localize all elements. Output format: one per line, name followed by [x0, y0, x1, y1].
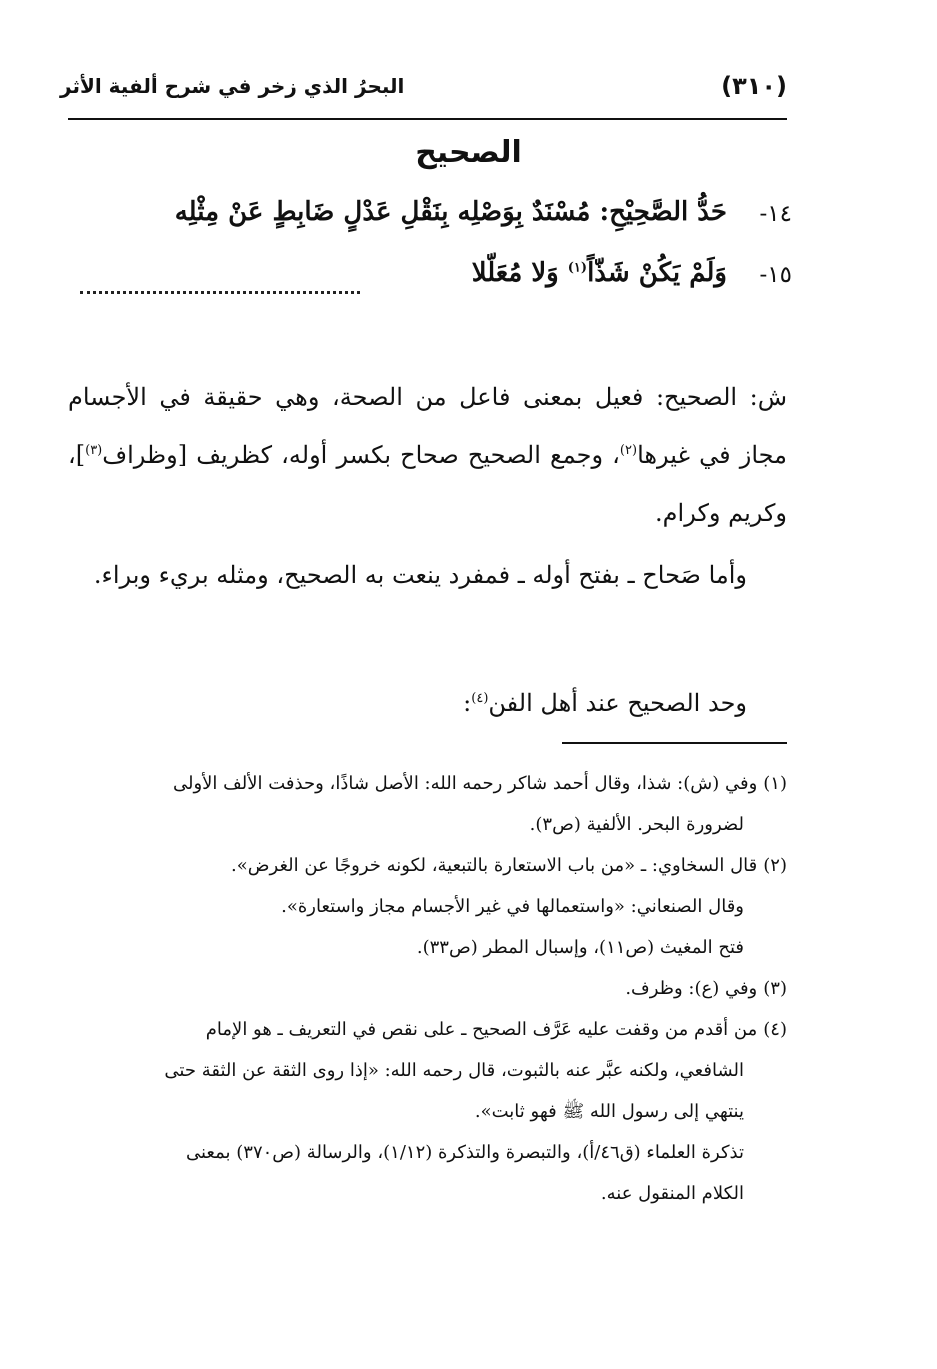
footnote-1: [68, 763, 787, 845]
paragraph-text: ]، وكريم وكرام.: [68, 441, 787, 527]
footnote-text: قال السخاوي: ـ «من باب الاستعارة بالتبعية، لكونه خروجًا عن الغرض».: [231, 855, 758, 876]
verse-14: [68, 197, 792, 247]
header-rule: [68, 118, 787, 120]
footnote-marker: (١): [763, 773, 787, 794]
paragraph-text: ، وجمع الصحيح صحاح بكسر أوله، كظريف [وظراف: [102, 441, 620, 469]
footnote-ref[interactable]: (٣): [85, 443, 103, 458]
footnotes-section: [68, 763, 787, 1214]
chapter-title: الصحيح: [415, 135, 522, 170]
footnote-line: الشافعي، ولكنه عبَّر عنه بالثبوت، قال رحمه الله: «إذا روى الثقة عن الثقة حتى: [164, 1060, 744, 1081]
footnote-marker: (٢): [763, 855, 787, 876]
footnote-2: [68, 845, 787, 968]
footnote-text: وفي (ش): شذا، وقال أحمد شاكر رحمه الله: الأصل شاذًا، وحذفت الألف الأولى: [172, 773, 758, 794]
verse-text: [472, 258, 727, 288]
verse-15: [68, 258, 792, 308]
footnote-marker: (٤): [763, 1019, 787, 1040]
paragraph-text: :: [463, 689, 472, 717]
commentary-paragraph: وأما صَحاح ـ بفتح أوله ـ فمفرد ينعت به الصحيح، ومثله بريء وبراء.: [93, 561, 747, 589]
footnote-3: [68, 968, 787, 1009]
running-header: [60, 72, 787, 112]
commentary-paragraph: [68, 368, 787, 542]
footnote-line: [68, 845, 787, 886]
footnote-line: فتح المغيث (ص١١)، وإسبال المطر (ص٣٣).: [416, 937, 744, 958]
verse-number: ١٤-: [759, 201, 792, 227]
dotted-filler-line: [80, 291, 360, 294]
verse-text: حَدُّ الصَّحِيْحِ: مُسْنَدٌ بِوَصْلِه بِنَقْلِ عَدْلٍ ضَابِطٍ عَنْ مِثْلِه: [174, 197, 727, 227]
page-number: (٣١٠): [721, 72, 787, 100]
footnote-ref[interactable]: (٤): [471, 691, 489, 706]
footnote-text: وفي (ع): وظرف.: [625, 978, 758, 999]
footnote-text: من أقدم من وقفت عليه عَرَّف الصحيح ـ على نقص في التعريف ـ هو الإمام: [205, 1019, 758, 1040]
footnote-4: [68, 1009, 787, 1214]
verse-number: ١٥-: [759, 262, 792, 288]
footnote-line: وقال الصنعاني: «واستعمالها في غير الأجسام مجاز واستعارة».: [281, 896, 744, 917]
footnote-marker: (٣): [763, 978, 787, 999]
footnote-line: لضرورة البحر. الألفية (ص٣).: [529, 814, 744, 835]
footnote-line: [68, 763, 787, 804]
book-title: البحرُ الذي زخر في شرح ألفية الأثر: [60, 74, 405, 98]
footnote-separator: [562, 742, 787, 744]
commentary-paragraph: [68, 674, 787, 732]
paragraph-text: ش: الصحيح: فعيل بمعنى فاعل من الصحة، وهي حقيقة في الأجسام مجاز في غيرها: [68, 383, 788, 469]
verse-text-part: وَلا مُعَلّلا: [471, 258, 568, 288]
footnote-line: [68, 968, 787, 1009]
paragraph-text: وحد الصحيح عند أهل الفن: [488, 689, 747, 717]
footnote-line: ينتهي إلى رسول الله ﷺ فهو ثابت».: [474, 1101, 744, 1122]
footnote-line: [68, 1009, 787, 1050]
footnote-ref[interactable]: (٢): [619, 443, 638, 458]
verse-text-part: وَلَمْ يَكُنْ شَذّاً: [587, 258, 727, 288]
footnote-line: الكلام المنقول عنه.: [600, 1183, 744, 1204]
footnote-line: تذكرة العلماء (ق٤٦/أ)، والتبصرة والتذكرة (١/١٢)، والرسالة (ص٣٧٠) بمعنى: [186, 1142, 744, 1163]
footnote-ref[interactable]: (١): [567, 260, 588, 276]
